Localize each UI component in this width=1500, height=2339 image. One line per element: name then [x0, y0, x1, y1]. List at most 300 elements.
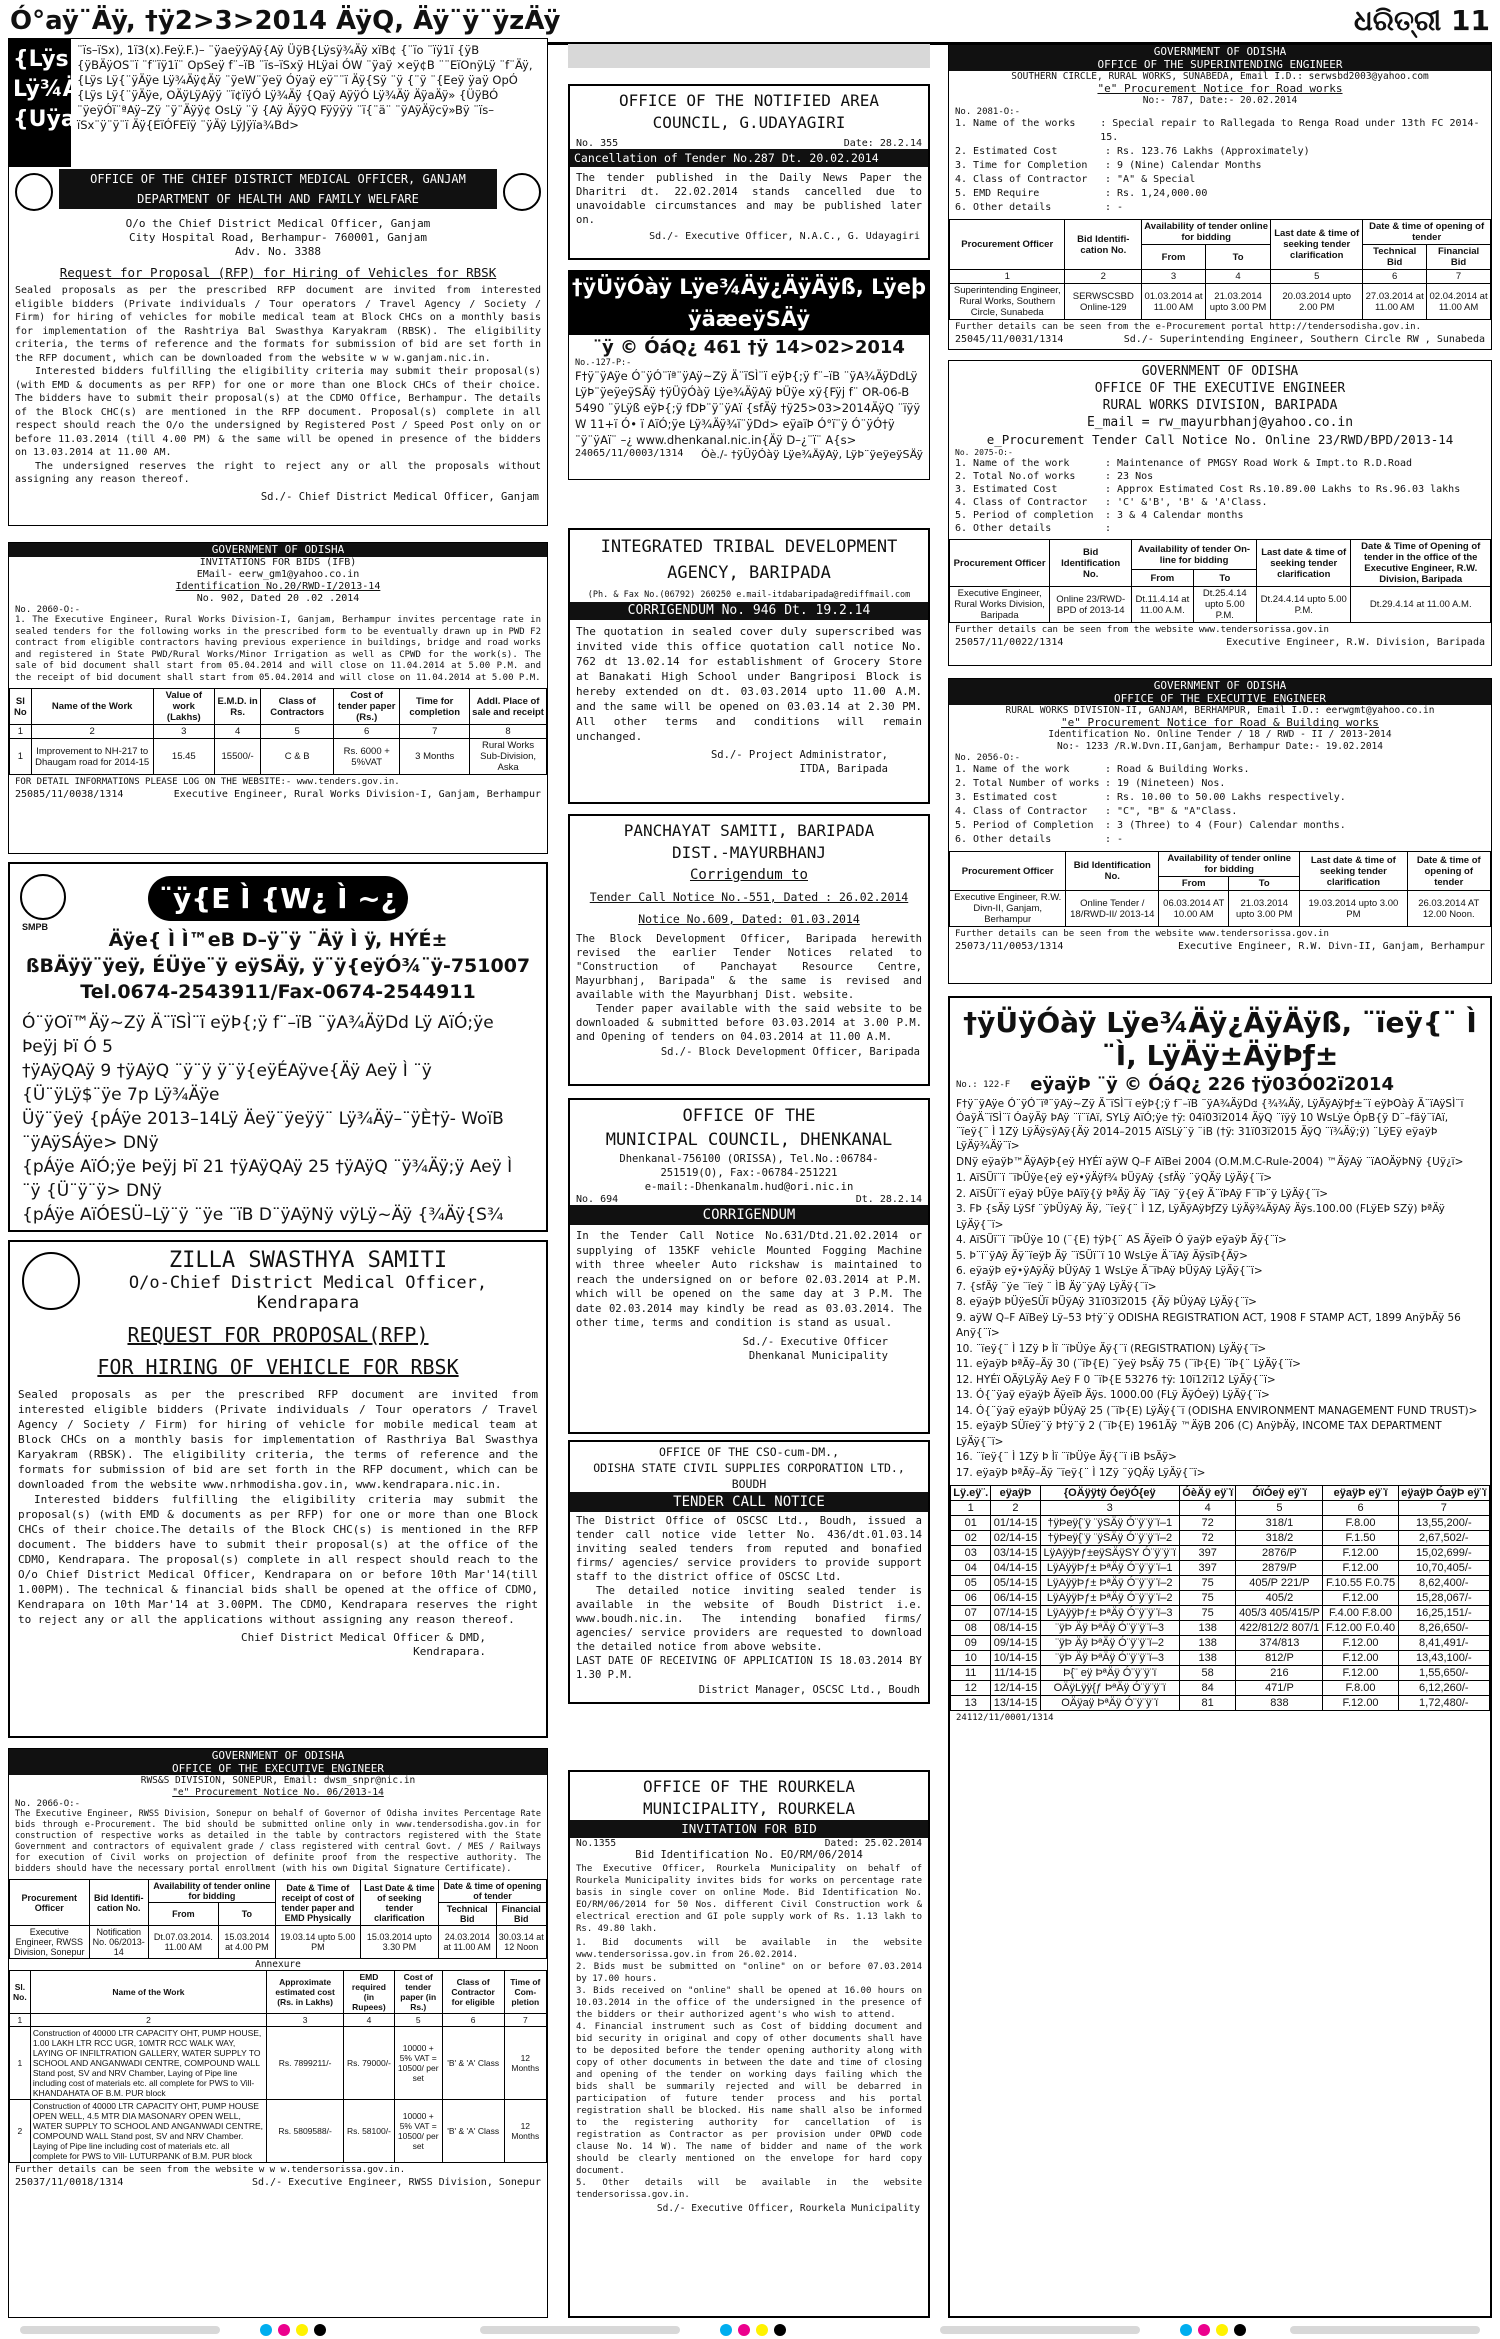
ad-dhenkanal-odia [568, 270, 930, 480]
table-cell: F.12.00 F.0.40 [1323, 1621, 1398, 1636]
ad-date: Dated: 25.02.2014 [824, 1838, 922, 1849]
table-cell: F.12.00 [1323, 1546, 1398, 1561]
table-column-number: 5 [261, 725, 334, 739]
detail-row [955, 470, 1485, 483]
ad-paragraph: Tender paper available with the said website to be downloaded & submitted before 03.03.2014 at 3.00 P.M. and Opening of tenders on 04.03.2014 at 11.00 A.M. [576, 1003, 922, 1043]
detail-row [955, 457, 1485, 470]
cyan-dot [260, 2324, 272, 2336]
list-item: 2. Bids must be submitted on "online" on or before 07.03.2014 by 17.00 hours. [576, 1962, 922, 1984]
table-header-cell: Financial Bid [1427, 245, 1491, 270]
list-item: 7. {sfÄÿ ¨ÿe ¨ïeÿ ¨ ÌB Äÿ¨ÿAÿ LÿÄÿ{¨ï> [956, 1280, 1157, 1293]
table-cell: 12 [951, 1681, 991, 1696]
ad-number: No.-127-P:- [575, 358, 632, 368]
detail-key: 2. Estimated Cost [955, 146, 1058, 157]
table-cell: 08/14-15 [991, 1621, 1040, 1636]
detail-row [955, 201, 1485, 215]
ad-title: OFFICE OF THE NOTIFIED AREA [618, 91, 880, 110]
ad-paragraph: In the Tender Call Notice No.631/Dtd.21.02.2014 or supplying of 135KF vehicle Mounted Fogging Machine with three wheeler Auto rickshaw is maintained to reach the undersigned on or before 02.03.2014 at P.M. which will be opened on the same day at 3 P.M. The date 02.03.2014 may kindly be read as 03.03.2014. The other time, terms and condition is stand as usual. [576, 1230, 922, 1329]
table-cell: 72 [1179, 1531, 1236, 1546]
cyan-dot [720, 2324, 732, 2336]
table-cell: 09/14-15 [991, 1636, 1040, 1651]
conditions-list [950, 1171, 1490, 1481]
table-cell: 03 [951, 1546, 991, 1561]
table-cell: F.8.00 [1323, 1516, 1398, 1531]
table-cell: C & B [261, 739, 334, 775]
table-row [951, 1531, 1490, 1546]
ad-subheading: Identification No.20/RWD-I/2013-14 [175, 581, 381, 592]
detail-key: 1. Name of the work [955, 458, 1070, 469]
table-cell: 19.03.14 upto 5.00 PM [275, 1926, 360, 1959]
table-cell: 138 [1179, 1636, 1236, 1651]
table-header-cell: Procurement Officer [950, 852, 1066, 891]
table-cell: 05/14-15 [991, 1576, 1040, 1591]
detail-value: : 19 (Nineteen) Nos. [1105, 778, 1226, 789]
table-header-cell: Date & time of opening of tender [438, 1880, 546, 1903]
ad-date: Dt. 28.2.14 [855, 1194, 922, 1205]
detail-key: 3. Time for Completion [955, 160, 1088, 171]
ad-title: OFFICE OF THE CSO-cum-DM., [658, 1445, 839, 1459]
ad-title: ZILLA SWASTHYA SAMITI [168, 1248, 448, 1273]
table-cell: LÿAÿÿÞƒ± ÞªÄÿ Ó¨ÿ¨ÿ¨ï–1 [1040, 1561, 1179, 1576]
table-cell: 1 [10, 739, 32, 775]
table-cell: 2,67,502/- [1398, 1531, 1489, 1546]
table-cell: 72 [1179, 1516, 1236, 1531]
black-dot [774, 2324, 786, 2336]
list-item: 12. HYÉï OÄÿLÿÄÿ Aeÿ F 0 ¨ïÞ{E 53276 †ÿ: 10ï12ï12 LÿÄÿ{¨ï> [956, 1373, 1276, 1386]
ad-ganjam-cdmo [8, 38, 548, 526]
ad-line: {pÁÿe AïÓ;ÿe Þeÿj Þï 21 †ÿAÿQAÿ 25 †ÿAÿQ ¨ÿ¾Äÿ;ÿ Aeÿ Ì ¨ÿ {Ü¨ÿ¨ÿ> DNÿ [22, 1157, 513, 1201]
table-cell: 8,62,400/- [1398, 1576, 1489, 1591]
ad-ps-baripada [568, 814, 930, 1086]
ad-band: OFFICE OF THE EXECUTIVE ENGINEER [1114, 692, 1326, 705]
table-cell: 06 [951, 1591, 991, 1606]
table-header-cell: Last date & time of seeking tender clarification [1271, 220, 1363, 270]
table-row [951, 1516, 1490, 1531]
table-cell: 405/P 221/P [1236, 1576, 1323, 1591]
table-cell: F.12.00 [1323, 1696, 1398, 1711]
ad-number: No. 2056-O:- [955, 753, 1021, 763]
list-item: 9. aÿW Q–F AïBeÿ Lÿ–53 Þ†ÿ¨ÿ ODISHA REGISTRATION ACT, 1908 F STAMP ACT, 1899 AnÿÞÄÿ 56 Anÿ{¨ï> [956, 1311, 1461, 1339]
page-header [0, 0, 1500, 40]
ad-title: MUNICIPALITY, ROURKELA [643, 1799, 855, 1818]
table-row [951, 1546, 1490, 1561]
table-cell: 16,25,151/- [1398, 1606, 1489, 1621]
detail-value: : "C", "B" & "A"Class. [1105, 806, 1238, 817]
ad-number: No.: 122-F [956, 1079, 1011, 1090]
table-header-cell: Procurement Officer [950, 540, 1050, 587]
table-cell: F.12.00 [1323, 1636, 1398, 1651]
header-date: Ó°aÿ¨Äÿ, †ÿ2>3>2014 ÄÿQ, Äÿ¨ÿ¨ÿzÄÿ [10, 6, 561, 36]
detail-row [955, 483, 1485, 496]
table-cell: 02/14-15 [991, 1531, 1040, 1546]
table-header-cell: Procurement Officer [950, 220, 1065, 270]
table-cell: 01.03.2014 at 11.00 AM [1142, 284, 1206, 320]
table-cell: 15500/- [215, 739, 261, 775]
table-header-cell: Approximate estimated cost (Rs. in Lakhs) [267, 1971, 344, 2014]
table-cell: 75 [1179, 1591, 1236, 1606]
table-cell: Þ{¨ eÿ ÞªÄÿ Ó¨ÿ¨ÿ¨ï [1040, 1666, 1179, 1681]
ad-subheading: E_mail = rw_mayurbhanj@yahoo.co.in [1086, 415, 1354, 430]
table-cell: Construction of 40000 LTR CAPACITY OHT, PUMP HOUSE OPEN WELL, 4.5 MTR DIA MASONARY OPEN WELL, WATER SUPPLY TO SCHOOL AND ANGANWADI CENTRE, COMPOUND WALL Stand post, SV and NRV Chamber. Laying of Pipe line including cost of materials etc. all complete for PWS to Vill- LUTURPANK of B.M. PUR block [30, 2100, 266, 2163]
detail-value: : Rs. 10.00 to 50.00 Lakhs respectively. [1105, 792, 1346, 803]
ad-reference: 25085/11/0038/1314 [15, 789, 124, 800]
ad-band: CORRIGENDUM [570, 1205, 928, 1225]
procurement-table [949, 219, 1491, 320]
table-cell: 09 [951, 1636, 991, 1651]
table-header-cell: Sl No [10, 689, 32, 725]
table-cell: 216 [1236, 1666, 1323, 1681]
ad-title: Request for Proposal (RFP) for Hiring of Vehicles for RBSK [59, 265, 497, 280]
table-cell: 19.03.2014 upto 3.00 PM [1300, 891, 1407, 927]
detail-value: : Rs. 1,24,000.00 [1105, 188, 1208, 199]
ad-paragraph: LAST DATE OF RECEIVING OF APPLICATION IS 18.03.2014 BY 1.30 P.M. [576, 1655, 922, 1681]
table-header-cell: Last Date & time of seeking tender clarification [360, 1880, 438, 1926]
black-dot [1234, 2324, 1246, 2336]
list-item: 1. AïSÜï¨ï ¨ïÞÜÿe{eÿ eÿ•ÿÄÿf¾ ÞÜÿAÿ {sfÄÿ ¨ÿQÄÿ LÿÄÿ{¨ï> [956, 1172, 1273, 1184]
ad-title: ¨ÿ © ÓáQ¿ 461 †ÿ 14>02>2014 [593, 337, 905, 358]
table-cell: 08 [951, 1621, 991, 1636]
ad-number: No. 2066-O:- [15, 1799, 81, 1809]
table-header-cell: Cost of tender paper (in Rs.) [394, 1971, 442, 2014]
table-cell: 8,26,650/- [1398, 1621, 1489, 1636]
ad-subheading: No:- 787, Date:- 20.02.2014 [1142, 95, 1298, 106]
ad-number: No. 2075-O:- [955, 448, 1013, 457]
table-header-cell: eÿaÿÞ eÿ¨ï [1323, 1486, 1398, 1501]
table-cell: 812/P [1236, 1651, 1323, 1666]
ad-band: GOVERNMENT OF ODISHA [9, 543, 547, 557]
ad-paragraph: The undersigned reserves the right to reject any or all the proposals without assigning any reason thereof. [15, 460, 541, 485]
list-item: 6. eÿaÿÞ eÿ•ÿAÿÄÿ ÞÜÿAÿ 1 WsLÿe Ä¨ïÞAÿ ÞÜÿAÿ LÿÄÿ{¨ï> [956, 1265, 1263, 1277]
detail-value: : Approx Estimated Cost Rs.10.89.00 Lakhs to Rs.96.03 lakhs [1105, 484, 1461, 495]
list-item: 16. ¨ïeÿ{¨ Ì 1Zÿ Þ Ìï ¨ïÞÜÿe Äÿ{¨ï iB ÞsÄÿ> [956, 1451, 1177, 1463]
ad-date: Date: 28.2.14 [843, 138, 922, 149]
table-header-cell: Class of Contractors [261, 689, 334, 725]
detail-row [955, 819, 1485, 833]
ad-number: No.1355 [576, 1838, 617, 1849]
table-cell: 27.03.2014 at 11.00 AM [1363, 284, 1427, 320]
procurement-table [9, 1879, 547, 1959]
table-cell: 422/812/2 807/1 [1236, 1621, 1323, 1636]
table-header-cell: To [1193, 570, 1256, 587]
emblem-icon [503, 173, 541, 211]
table-cell: 1,55,650/- [1398, 1666, 1489, 1681]
list-item: 4. Financial instrument such as Cost of bidding document and bid security in original and copy of other documents shall have to be deposited before the tender opening authority along with copy of other documents in between the date and time of closing and opening of the tender on working days failing which the bids shall be summarily rejected and will be debarred in participation of future tender process and his portal registration shall be blocked. His name shall also be informed to the registering authority for cancellation of is registration as Contractor as per provision under OPWD code clause No. 14 W). The name of bidder and name of the work should be clearly mentioned on the envelope for hard copy document. [576, 2022, 922, 2176]
detail-row [955, 763, 1485, 777]
ad-paragraph: The District Office of OSCSC Ltd., Boudh, issued a tender call notice vide letter No. 436/dt.01.03.14 inviting sealed tenders from reputed and bonafied firms/ agencies/ service providers to provide support staff to the district office of OSCSC Ltd. [576, 1515, 922, 1583]
table-cell: ¨ÿÞ Äÿ ÞªÄÿ Ó¨ÿ¨ÿ¨ï–3 [1040, 1651, 1179, 1666]
table-header-cell: Technical Bid [438, 1903, 496, 1926]
table-column-number: 7 [1398, 1501, 1489, 1516]
table-header-cell: eÿaÿÞ [991, 1486, 1040, 1501]
list-item: 17. eÿaÿÞ ÞªÄÿ–Äÿ ¨ïeÿ{¨ Ì 1Zÿ ¨ÿQÄÿ LÿÄÿ{¨ï> [956, 1466, 1206, 1479]
table-cell: 15.03.2014 at 4.00 PM [218, 1926, 275, 1959]
ad-subheading: Notice No.609, Dated: 01.03.2014 [638, 912, 860, 926]
ad-subheading: Äÿe{ Ì Ì™eB D–ÿ¨ÿ ¨Äÿ Ì ÿ, HÝÉ± [108, 929, 448, 951]
ad-subheading: eÿaÿÞ ¨ÿ © ÓáQ¿ 226 †ÿ03Ó02ï2014 [1030, 1074, 1394, 1095]
table-header-cell: Name of the Work [31, 689, 153, 725]
table-cell: 1 [10, 2027, 31, 2100]
table-cell: 318/1 [1236, 1516, 1323, 1531]
list-item: 11. eÿaÿÞ ÞªÄÿ–Äÿ 30 (¨ïÞ{E) ¨ÿeÿ ÞsÄÿ 75 (¨ïÞ{E) ¨ïÞ{¨ LÿÄÿ{¨ï> [956, 1358, 1301, 1370]
ad-subheading: City Hospital Road, Berhampur- 760001, Ganjam [128, 231, 427, 244]
table-cell: †ÿÞeÿ{¨ÿ ¨ÿSÄÿ Ó¨ÿ¨ÿ¨ï–2 [1040, 1531, 1179, 1546]
ad-contact: Dhenkanal-756100 (ORISSA), Tel.No.:06784- [619, 1153, 879, 1165]
table-header-cell: E.M.D. in Rs. [215, 689, 261, 725]
table-cell: 405/2 [1236, 1591, 1323, 1606]
table-column-number: 2 [31, 725, 153, 739]
table-header-cell: Value of work (Lakhs) [153, 689, 214, 725]
table-column-number: 3 [153, 725, 214, 739]
list-item: 8. eÿaÿÞ ÞÜÿeSÜï ÞÜÿAÿ 31ï03ï2015 {Äÿ ÞÜÿAÿ LÿÄÿ{¨ï> [956, 1296, 1257, 1308]
ad-title: FOR HIRING OF VEHICLE FOR RBSK [97, 1355, 459, 1379]
ad-title: BOUDH [731, 1477, 767, 1491]
table-cell: Superintending Engineer, Rural Works, Southern Circle, Sunabeda [950, 284, 1065, 320]
ad-subheading: INVITATIONS FOR BIDS (IFB) [199, 557, 357, 568]
yellow-dot [1216, 2324, 1228, 2336]
table-cell: 84 [1179, 1681, 1236, 1696]
logo-caption: SMPB [22, 922, 49, 932]
detail-value: : Rs. 123.76 Lakhs (Approximately) [1105, 146, 1310, 157]
ad-paragraph: F†ÿ¨ÿAÿe Ó¨ÿÓ¨ïª¨ÿAÿ~Zÿ Ä¨ïSÌ¨ï eÿÞ{;ÿ f¨–ïB ¨ÿA¾ÄÿDdLÿ LÿÞ¨ÿeÿeÿSÄÿ †ÿÜÿÓàÿ Lÿe¾ÄÿAÿ ÞÜÿe xÿ{Fÿj f¨ OR-06-B 5490 ¨ÿLÿß eÿÞ{;ÿ fDÞ¨ÿ¨ÿAï {sfÄÿ †ÿ25>03>2014ÄÿQ ¨ïÿÿ W 11+ï Ó• ï AïÓ;ÿe Lÿ¾Äÿ¾ï¨ÿDd> eÿaïÞ Ó°ï¨ÿ Ó¨ÿÓ†ÿ ¨ÿ¨ÿAï¨ –¿ www.dhenkanal.nic.in{Äÿ D–¿¨ï¨ A{s> [575, 369, 921, 447]
table-column-number: 4 [1179, 1501, 1236, 1516]
table-cell: 24.03.2014 at 11.00 AM [438, 1926, 496, 1959]
table-cell: 138 [1179, 1651, 1236, 1666]
table-cell: ¨ÿÞ Äÿ ÞªÄÿ Ó¨ÿ¨ÿ¨ï–3 [1040, 1621, 1179, 1636]
table-header-cell: From [148, 1903, 218, 1926]
yellow-dot [296, 2324, 308, 2336]
table-cell: Construction of 40000 LTR CAPACITY OHT, PUMP HOUSE, 1.00 LAKH LTR RCC UGR, 10MTR RCC WALK WAY, LAYING OF INFILTRATION GALLERY, WATER SUPPLY TO SCHOOL AND ANGANWADI CENTRE, COMPOUND WALL Stand post, SV and NRV Chamber, Laying of Pipe line including cost of materials etc. all complete for PWS to Vill-KHANDAHATA OF B.M. PUR block [30, 2027, 266, 2100]
ad-title: ODISHA STATE CIVIL SUPPLIES CORPORATION LTD., [593, 1461, 905, 1475]
ad-subheading: No:- 1233 /R.W.Dvn.II,Ganjam, Berhampur Date:- 19.02.2014 [1056, 741, 1383, 752]
table-column-number: 6 [1323, 1501, 1398, 1516]
table-header-cell: EMD required (in Rupees) [344, 1971, 395, 2014]
ad-title: COUNCIL, G.UDAYAGIRI [652, 113, 846, 132]
ad-signature: Kendrapara. [413, 1645, 486, 1658]
detail-row [955, 791, 1485, 805]
ad-paragraph: Sealed proposals as per the prescribed RFP document are invited from interested eligible bidders (Private individuals / Tour operators / Travel Agency / Society / Firm) for hiring of vehicles for mobile medical team at Block CHCs on a monthly basis for implementation of the Rashtriya Bal Swasthya Karyakram (RBSK). The eligibility criteria, the terms of reference and the formats for submission of bid are set forth in the RFP document, which can be downloaded from the website w w w.ganjam.nic.in. [15, 285, 541, 364]
list-item: 5. Þ¨ï¨ÿAÿ Äÿ¨ïeÿÞ Äÿ ¨ïSÜï¨ï 10 WsLÿe Ä¨ïAÿ ÄÿsïÞ{Äÿ> [956, 1249, 1248, 1262]
table-cell: F.10.55 F.0.75 [1323, 1576, 1398, 1591]
ad-band: INVITATION FOR BID [570, 1820, 928, 1838]
table-column-number: 2 [991, 1501, 1040, 1516]
ad-subheading: RWS&S DIVISION, SONEPUR, Email: dwsm_snpr@nic.in [140, 1775, 416, 1786]
table-header-cell: Procurement Officer [10, 1880, 90, 1926]
ad-subheading: Tel.0674-2543911/Fax-0674-2544911 [80, 981, 476, 1003]
ad-title: DIST.-MAYURBHANJ [671, 843, 827, 862]
detail-row [955, 805, 1485, 819]
table-cell: Rs. 6000 + 5%VAT [334, 739, 400, 775]
detail-row [955, 173, 1485, 187]
detail-value: : Road & Building Works. [1105, 764, 1250, 775]
ad-band: GOVERNMENT OF ODISHA [211, 1749, 345, 1762]
ad-number: No. 2060-O:- [15, 605, 81, 615]
ad-line: Ó¨ÿOï™Äÿ~Zÿ Ä¨ïSÌ¨ï eÿÞ{;ÿ f¨–ïB ¨ÿA¾ÄÿDd Lÿ AïÓ;ÿe Þeÿj Þï Ó 5 [22, 1013, 494, 1057]
table-cell: F.12.00 [1323, 1666, 1398, 1681]
table-cell: 13/14-15 [991, 1696, 1040, 1711]
detail-key: 2. Total Number of works [955, 778, 1100, 789]
table-cell: 21.03.2014 upto 3.00 PM [1229, 891, 1300, 927]
gray-spacer [568, 44, 930, 68]
ad-signature: Executive Engineer, R.W. Division, Baripada [1226, 637, 1485, 648]
ad-band: OFFICE OF THE SUPERINTENDING ENGINEER [1097, 58, 1343, 71]
table-cell: 02.04.2014 at 11.00 AM [1427, 284, 1491, 320]
ad-number: No. 2081-O:- [955, 107, 1021, 117]
ad-signature: ITDA, Baripada [799, 763, 888, 775]
table-cell: LÿAÿÿÞƒ± ÞªÄÿ Ó¨ÿ¨ÿ¨ï–2 [1040, 1576, 1179, 1591]
table-header-cell: ÓïÓeÿ eÿ¨ï [1236, 1486, 1323, 1501]
table-header-cell: Date & Time of receipt of cost of tender paper and EMD Physically [275, 1880, 360, 1926]
ad-number: No. 355 [576, 138, 619, 149]
ad-signature: Óè./- †ÿÜÿÓàÿ Lÿe¾ÄÿAÿ, LÿÞ¨ÿeÿeÿSÄÿ [700, 448, 923, 461]
table-header-cell: Bid Identification No. [1066, 852, 1159, 891]
ad-paragraph: DNÿ eÿaÿÞ™ÄÿAÿÞ{eÿ HYÉï aÿW Q–F AïBei 2004 (O.M.M.C-Rule-2004) ™ÄÿAÿ ¨ïAOÄÿÞNÿ {Uÿ¿ï> [956, 1156, 1464, 1168]
table-header-cell: ÓèÄÿ eÿ¨ï [1179, 1486, 1236, 1501]
ad-paragraph: The Block Development Officer, Baripada herewith revised the earlier Tender Notices related to "Construction of Panchayat Resource Centre, Mayurbhanj, Baripada" & the same is revised and available with the Mayurbhanj Dist. website. [576, 933, 922, 1001]
detail-value: : 3 (Three) to 4 (Four) Calendar months. [1105, 820, 1346, 831]
table-header-cell: Date & time of opening of tender [1363, 220, 1491, 245]
detail-value: : Maintenance of PMGSY Road Work & Impt.to R.D.Road [1105, 458, 1413, 469]
detail-row [955, 496, 1485, 509]
ad-dhenkanal-municipal [568, 1098, 930, 1434]
table-column-number: 6 [442, 2014, 504, 2027]
ad-subheading: Tender Call Notice No.-551, Dated : 26.02.2014 [589, 890, 909, 904]
emblem-icon [15, 173, 53, 211]
table-cell: 3 Months [400, 739, 470, 775]
ad-reference: 25045/11/0031/1314 [955, 334, 1064, 345]
detail-row [955, 159, 1485, 173]
table-cell: 10,70,405/- [1398, 1561, 1489, 1576]
table-cell: OÄÿLÿÿ{ƒ ÞªÄÿ Ó¨ÿ¨ÿ¨ï [1040, 1681, 1179, 1696]
table-cell: Notification No. 06/2013-14 [89, 1926, 148, 1959]
detail-row [955, 833, 1485, 847]
table-header-cell: To [218, 1903, 275, 1926]
details-list [949, 457, 1491, 535]
ad-subheading: Corrigendum to [689, 867, 808, 883]
ad-subheading: "e" Procurement Notice for Road & Building works [1061, 716, 1379, 729]
ad-footer: Further details can be seen from the e-Procurement portal http://tendersodisha.gov.in. [955, 322, 1421, 332]
ad-footer: FOR DETAIL INFORMATIONS PLEASE LOG ON THE WEBSITE:- www.tenders.gov.in. [15, 777, 400, 787]
details-list [949, 117, 1491, 215]
ad-rourkela-municipality [568, 1770, 930, 2318]
detail-value: : [1105, 523, 1112, 534]
list-item: 15. eÿaÿÞ SÜïeÿ¨ÿ Þ†ÿ¨ÿ 2 (¨ïÞ{E) 1961Äÿ ™ÄÿB 206 (C) AnÿÞÄÿ, INCOME TAX DEPARTMENT LÿÄÿ{¨ï> [956, 1420, 1442, 1448]
detail-key: 4. Class of Contractor [955, 174, 1088, 185]
table-cell: 07/14-15 [991, 1606, 1040, 1621]
list-item: 1. Bid documents will be available in the website www.tendersorissa.gov.in from 26.02.2014. [576, 1938, 922, 1960]
bid-table [9, 688, 547, 775]
table-row [951, 1666, 1490, 1681]
table-cell: F.12.00 [1323, 1561, 1398, 1576]
table-cell: 1,72,480/- [1398, 1696, 1489, 1711]
strip-bar [940, 2326, 1140, 2334]
ad-subheading: O/o the Chief District Medical Officer, Ganjam [125, 217, 431, 230]
table-cell: 'B' & 'A' Class [442, 2100, 504, 2163]
table-cell: 374/813 [1236, 1636, 1323, 1651]
ad-contact: e-mail:-Dhenkanalm.hud@ori.nic.in [644, 1181, 854, 1193]
table-header-cell: Cost of tender paper (Rs.) [334, 689, 400, 725]
table-cell: 2876/P [1236, 1546, 1323, 1561]
ad-footer: Further details can be seen from the website w w w.tendersorissa.gov.in. [15, 2165, 406, 2175]
table-header-cell: Availability of tender online for bidding [1159, 852, 1300, 877]
table-row [951, 1651, 1490, 1666]
ad-signature: Sd./- Executive Officer [742, 1335, 888, 1348]
ad-band: OFFICE OF THE CHIEF DISTRICT MEDICAL OFFICER, GANJAM [90, 172, 466, 186]
table-cell: 05 [951, 1576, 991, 1591]
ad-title: ¨ÿ{E Ì {W¿ Ì ~¿ [148, 876, 408, 921]
table-cell: 26.03.2014 AT 12.00 Noon. [1407, 891, 1490, 927]
table-cell: Online Tender / 18/RWD-II/ 2013-14 [1066, 891, 1159, 927]
table-cell: 13 [951, 1696, 991, 1711]
table-column-number: 5 [394, 2014, 442, 2027]
ad-signature: Chief District Medical Officer & DMD, [240, 1631, 486, 1644]
table-header-cell: Bid Identifi- cation No. [89, 1880, 148, 1926]
ad-signature: Executive Engineer, R.W. Divn-II, Ganjam, Berhampur [1177, 941, 1485, 952]
table-header-cell: Bid Identifi- cation No. [1065, 220, 1142, 270]
table-column-number: 5 [1236, 1501, 1323, 1516]
table-row [951, 1561, 1490, 1576]
table-cell: 04 [951, 1561, 991, 1576]
emblem-icon [22, 1252, 80, 1310]
ad-odia-tender-table [948, 996, 1492, 2318]
table-column-number: 4 [344, 2014, 395, 2027]
ad-subheading: EMail- eerw_gm1@yahoo.co.in [196, 569, 360, 580]
table-cell: 03/14-15 [991, 1546, 1040, 1561]
table-row [951, 1681, 1490, 1696]
table-header-cell: Date & Time of Opening of tender in the office of the Executive Engineer, R.W. Division, Baripada [1351, 540, 1491, 587]
ad-band: OFFICE OF THE EXECUTIVE ENGINEER [172, 1762, 384, 1775]
table-column-number: 7 [504, 2014, 546, 2027]
procurement-table [949, 851, 1491, 927]
table-header-cell: To [1229, 877, 1300, 891]
ad-rwss-sonepur [8, 1748, 548, 2318]
table-cell: ¨ÿÞ Äÿ ÞªÄÿ Ó¨ÿ¨ÿ¨ï–2 [1040, 1636, 1179, 1651]
table-cell: F.1.50 [1323, 1531, 1398, 1546]
ad-band: CORRIGENDUM No. 946 Dt. 19.2.14 [570, 602, 928, 620]
ad-band: DEPARTMENT OF HEALTH AND FAMILY WELFARE [137, 192, 419, 206]
ad-signature: Executive Engineer, Rural Works Division-I, Ganjam, Berhampur [173, 789, 541, 800]
table-cell: LÿAÿÿÞƒ± ÞªÄÿ Ó¨ÿ¨ÿ¨ï–3 [1040, 1606, 1179, 1621]
works-table [9, 1970, 547, 2163]
table-header-cell: Class of Contractor for eligible [442, 1971, 504, 2014]
detail-key: 1. Name of the works [955, 118, 1076, 129]
table-cell: Rs. 5809588/- [267, 2100, 344, 2163]
table-column-number: 3 [1142, 270, 1206, 284]
table-header-cell: Lÿ.eÿ¨. [951, 1486, 991, 1501]
table-cell: F.12.00 [1323, 1591, 1398, 1606]
strip-bar [480, 2326, 680, 2334]
strip-bar [1290, 2326, 1480, 2334]
ad-oscsc-boudh [568, 1440, 930, 1704]
table-cell: 318/2 [1236, 1531, 1323, 1546]
ad-band: TENDER CALL NOTICE [570, 1492, 928, 1512]
detail-key: 5. Period of completion [955, 510, 1094, 521]
ad-reference: 25073/11/0053/1314 [955, 941, 1064, 952]
ad-contact: (Ph. & Fax No.(06792) 260250 e.mail-itdabaripada@rediffmail.com [587, 590, 911, 600]
table-cell: 12 Months [504, 2027, 546, 2100]
odia-notice-text: ¨ïs–ïSx), 1ï3(x).Feÿ.F.)– ¨ÿaeÿÿAÿ{Aÿ ÜÿB{Lÿsÿ¾Äÿ xïB¢ {¨ïo ¨ïÿ1ï {ÿB {ÿBÄÿOS¨ï ¨f¨ïÿ1ï¨ OpSeÿ f¨–ïB ¨ïs–ïSxÿ HLÿai ÓW ¨ÿaÿ ×eÿ¢B ¨¨EïOnÿLÿ ¨f¨Äÿ, {Lÿs Lÿ{¨ÿÄÿe Lÿ¾Äÿ¢Äÿ ¨ÿeW¨ÿeÿ Óÿaÿ eÿ¨¨ï Äÿ{Sÿ ¨ÿ {¨ÿ ¨{Eeÿ ÿaÿ OpÓ {Lÿs Lÿ{¨ÿÄÿe, OÄÿLÿAÿÿ ¨ï¢ïÿÓ Lÿ¾Äÿ {Qaÿ AÿÿÓ Lÿ¾Äÿ ÄÿaÄÿ» {ÜÿBÓ ¨ÿeÿÓï¨ªAÿ–Zÿ ¨ÿ¨Äÿÿ¢ OsLÿ ¨ÿ {Aÿ ÄÿÿQ Fÿÿÿÿ ¨ï{¨ä¨ ¨ÿAÿÄÿcÿ»Bÿ ¨ïs–ïSx¨ÿ¨ÿ¨ï Äÿ{EïÓFEïÿ ¨ÿÄÿ LÿJÿïa¾Bd> [77, 43, 533, 132]
table-column-number: 1 [950, 270, 1065, 284]
detail-key: 1. Name of the work [955, 764, 1070, 775]
table-cell: 12 Months [504, 2100, 546, 2163]
table-row [951, 1636, 1490, 1651]
table-header-cell: Name of the Work [30, 1971, 266, 2014]
detail-value: : 9 (Nine) Calendar Months [1105, 160, 1262, 171]
ad-signature: District Manager, OSCSC Ltd., Boudh [698, 1684, 920, 1696]
ad-paragraph: Interested bidders fulfilling the eligibility criteria may submit their proposal(s) (with EMD & documents as per RFP) for one or more than one Block CHCs of their choice. The bidders have to submit their proposal(s) at the CDMO Office, Berhampur. The details of the Block CHC(s) are mentioned in the RFP document. Proposal(s) complete in all respect should reach the O/o the undersigned by Registered Post / Speed Post only on or before 11.03.2014 (till 4.00 PM) & the same will be opened in presence of the bidders on 13.03.2014 at 11.00 AM. [15, 366, 541, 458]
table-cell: Executive Engineer, R.W. Divn-II, Ganjam, Berhampur [950, 891, 1066, 927]
ad-subheading: "e" Procurement Notice No. 06/2013-14 [172, 1787, 384, 1798]
table-cell: 12/14-15 [991, 1681, 1040, 1696]
